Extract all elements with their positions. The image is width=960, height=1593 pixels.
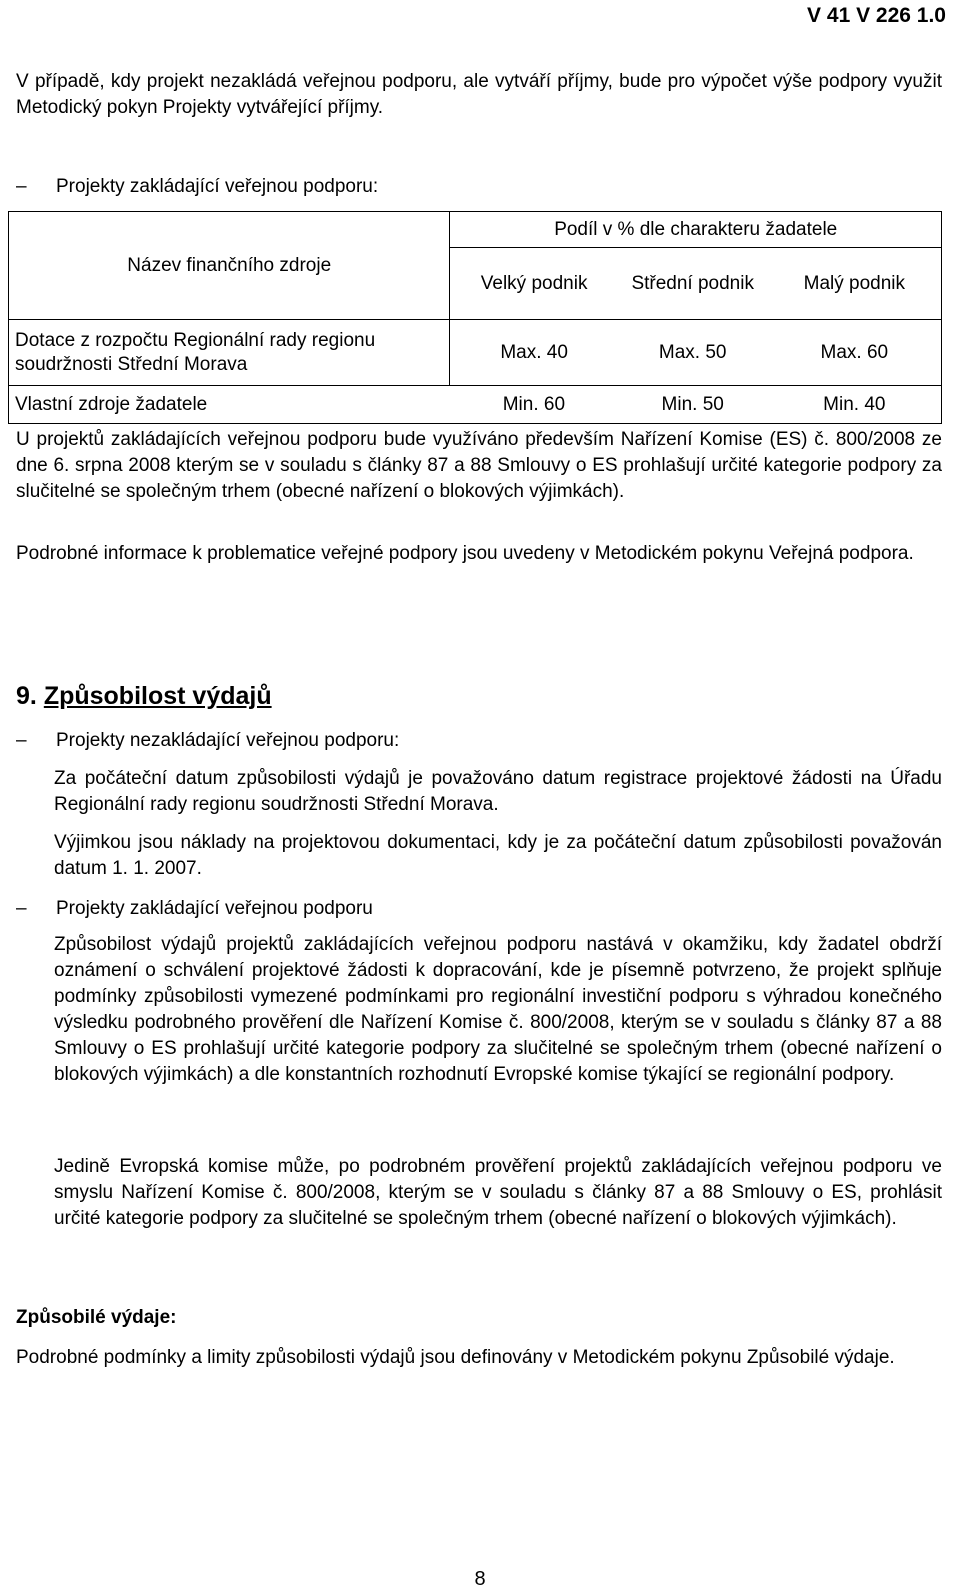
eligible-expenses-paragraph: Podrobné podmínky a limity způsobilosti výdajů jsou definovány v Metodickém pokynu Způsobilé výdaje. [16, 1347, 895, 1368]
cell-grant-small: Max. 60 [768, 320, 942, 386]
row-label-grant: Dotace z rozpočtu Regionální rady regionu soudržnosti Střední Morava [9, 320, 450, 386]
cell-grant-medium: Max. 50 [618, 320, 768, 386]
details-paragraph: Podrobné informace k problematice veřejné podpory jsou uvedeny v Metodickém pokynu Veřejná podpora. [16, 543, 914, 564]
share-group-header: Podíl v % dle charakteru žadatele [450, 212, 942, 248]
dash-bullet: – [16, 176, 27, 197]
cell-own-small: Min. 40 [768, 386, 942, 424]
non-aid-heading [16, 728, 399, 754]
public-aid-heading-text: Projekty zakládající veřejnou podporu: [56, 176, 379, 197]
aid-heading [16, 896, 373, 922]
medium-enterprise-header: Střední podnik [631, 273, 754, 294]
aid-paragraph-2: Jedině Evropská komise může, po podrobném prověření projektů zakládajících veřejnou podporu ve smyslu Nařízení Komise č. 800/2008, kterým se v souladu s články 87 a 88 Smlouvy o ES, prohlásit určité kategorie podpory za slučitelné se společným trhem (obecné nařízení o blokových výjimkách). [54, 1156, 942, 1229]
aid-paragraph-1: Způsobilost výdajů projektů zakládajících veřejnou podporu nastává v okamžiku, kdy žadatel obdrží oznámení o schválení projektové žádosti k dopracování, kde je písemně potvrzeno, že projekt splňuje podmínky způsobilosti vymezené podmínkami pro regionální investiční podporu s výhradou konečného výsledku podrobného prověření dle Nařízení Komise č. 800/2008, kterým se v souladu s články 87 a 88 Smlouvy o ES prohlašují určité kategorie podpory za slučitelné se společným trhem (obecné nařízení o blokových výjimkách) a dle konstantních rozhodnutí Evropské komise týkající se regionální podpory. [54, 934, 942, 1085]
page-number: 8 [474, 1568, 486, 1590]
non-aid-heading-text: Projekty nezakládající veřejnou podporu: [56, 730, 400, 751]
cell-own-large: Min. 60 [450, 386, 618, 424]
eligible-expenses-heading: Způsobilé výdaje: [16, 1307, 177, 1328]
large-enterprise-header: Velký podnik [480, 272, 588, 294]
regulation-paragraph: U projektů zakládajících veřejnou podporu bude využíváno především Nařízení Komise (ES) č. 800/2008 ze dne 6. srpna 2008 kterým se v souladu s články 87 a 88 Smlouvy o ES prohlašují určité kategorie podpory za slučitelné se společným trhem (obecné nařízení o blokových výjimkách). [16, 429, 942, 502]
source-column-header: Název finančního zdroje [9, 212, 450, 320]
non-aid-paragraph-1: Za počáteční datum způsobilosti výdajů je považováno datum registrace projektové žádosti na Úřadu Regionální rady regionu soudržnosti Střední Morava. [54, 768, 942, 815]
section-title: Způsobilost výdajů [43, 682, 272, 710]
cell-grant-large: Max. 40 [450, 320, 618, 386]
row-label-own-resources: Vlastní zdroje žadatele [9, 386, 450, 424]
dash-bullet: – [16, 730, 27, 751]
section-9-heading [16, 679, 272, 713]
small-enterprise-header: Malý podnik [768, 248, 942, 320]
cell-own-medium: Min. 50 [618, 386, 768, 424]
aid-heading-text: Projekty zakládající veřejnou podporu [56, 898, 373, 919]
non-aid-paragraph-2: Výjimkou jsou náklady na projektovou dokumentaci, kdy je za počáteční datum způsobilosti považován datum 1. 1. 2007. [54, 832, 942, 879]
financing-table [8, 211, 942, 424]
intro-paragraph: V případě, kdy projekt nezakládá veřejnou podporu, ale vytváří příjmy, bude pro výpočet výše podpory využit Metodický pokyn Projekty vytvářející příjmy. [16, 71, 942, 118]
dash-bullet: – [16, 898, 27, 919]
section-number: 9. [16, 682, 37, 710]
public-aid-heading [16, 174, 378, 200]
document-code: V 41 V 226 1.0 [807, 4, 946, 27]
